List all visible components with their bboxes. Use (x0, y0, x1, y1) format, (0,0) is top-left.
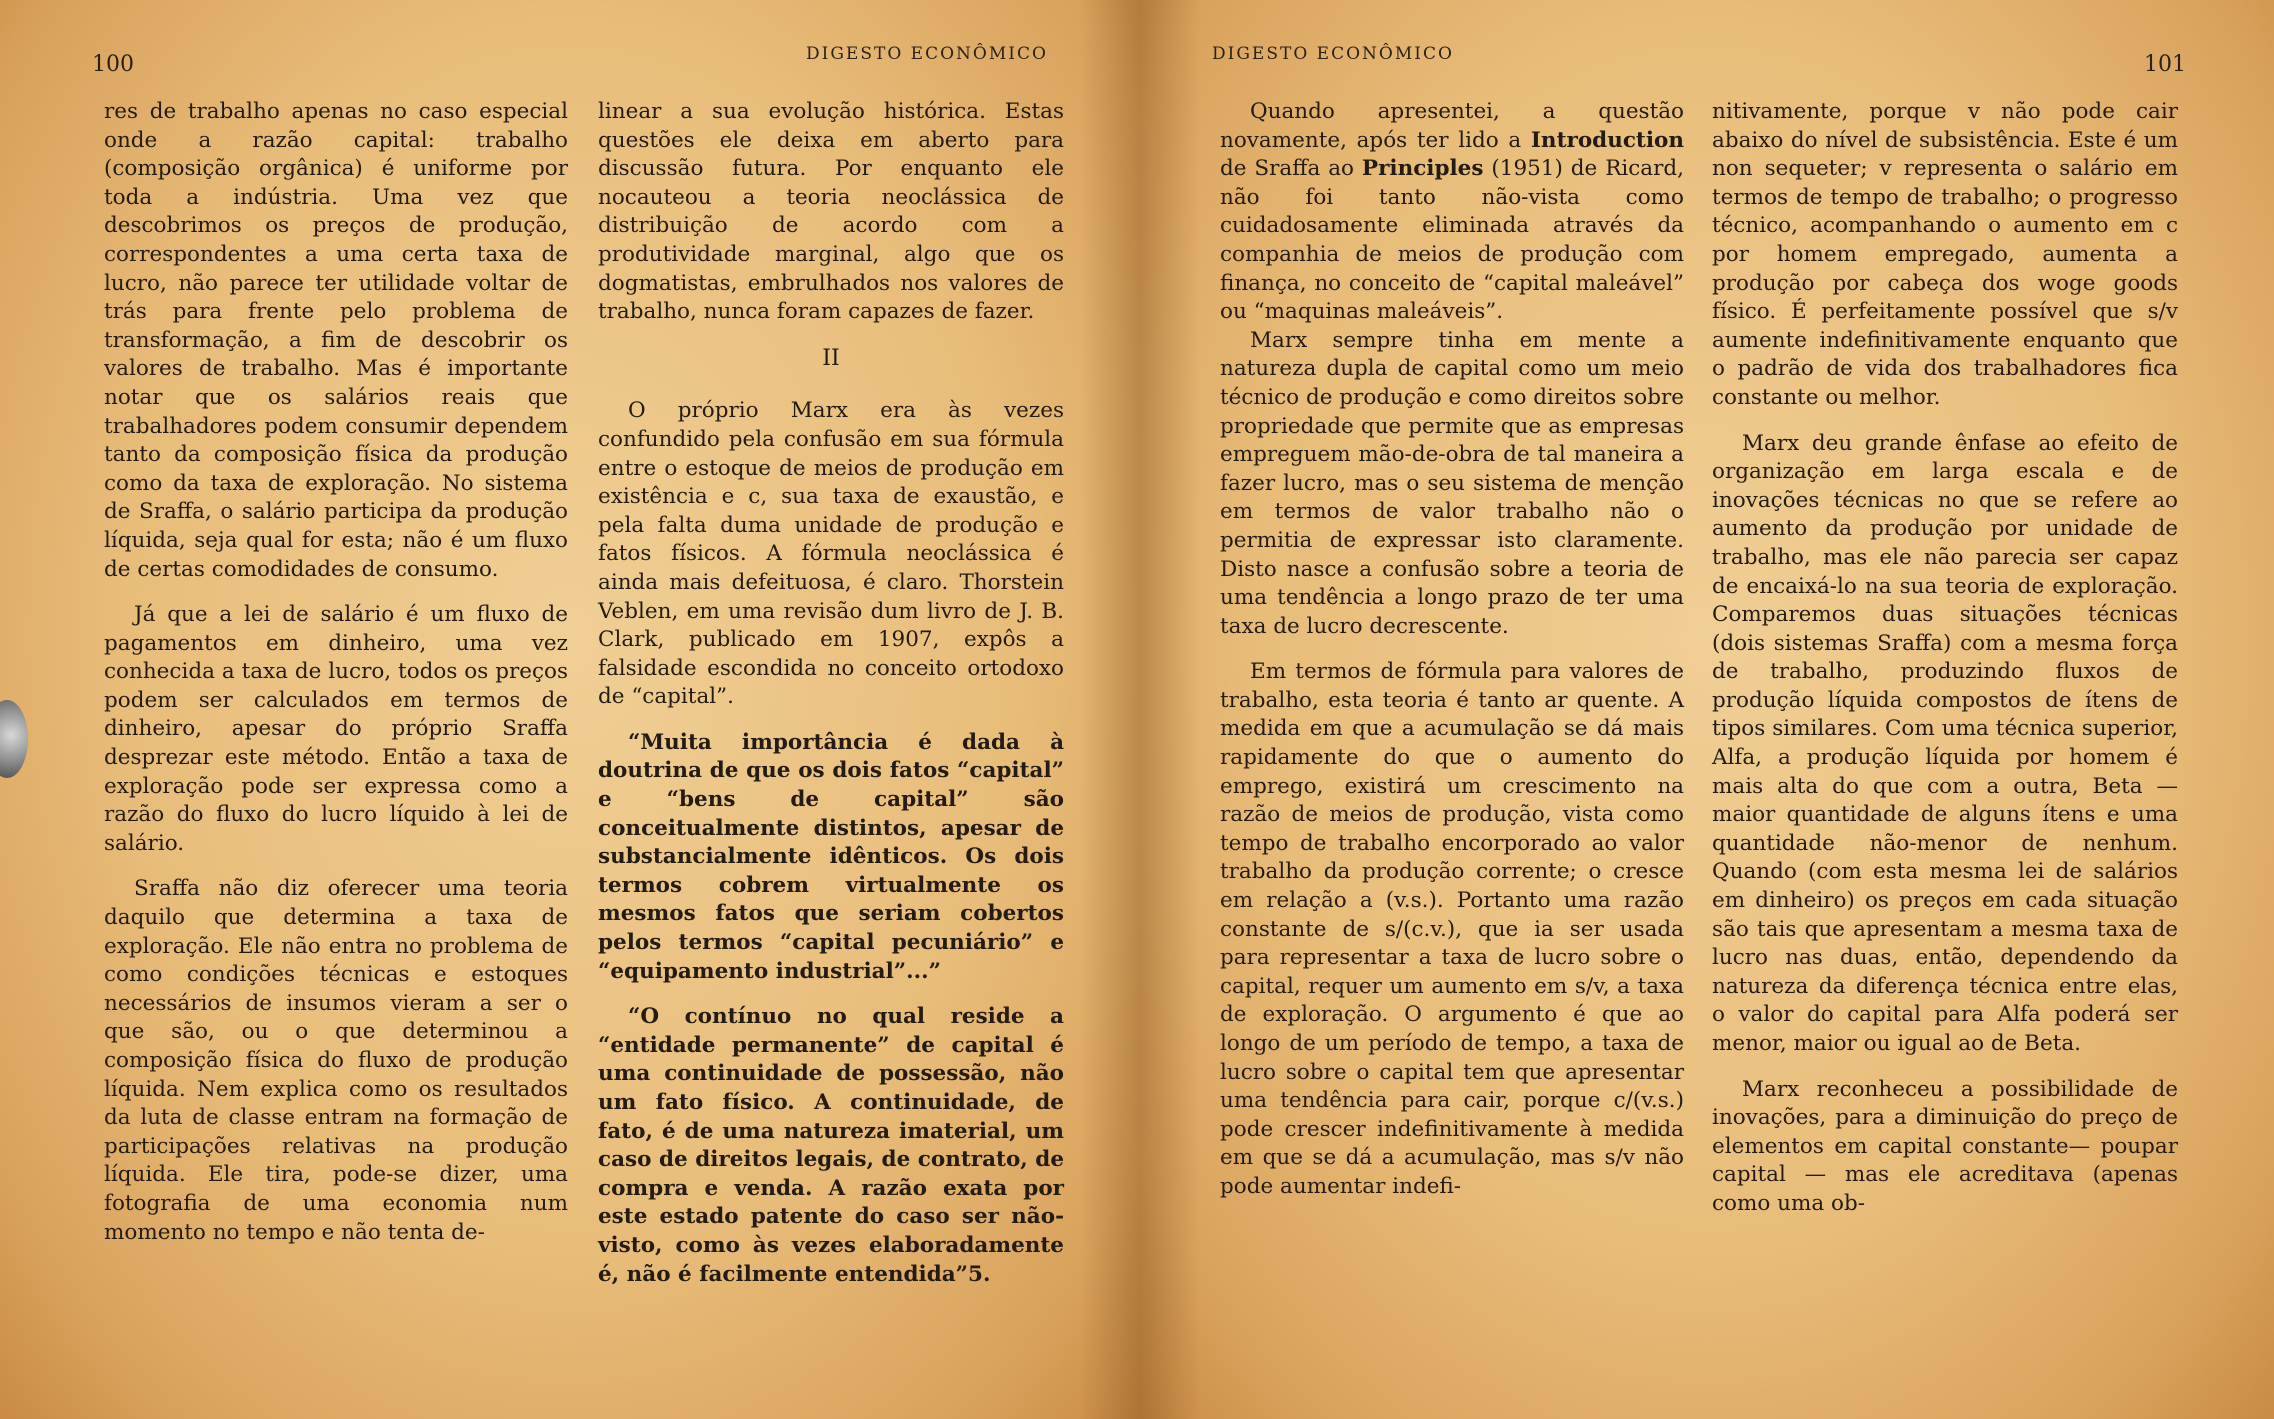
paragraph: Já que a lei de salário é um fluxo de pagamentos em dinheiro, uma vez conhecida a taxa de lucro, todos os preços podem ser calculados em termos de dinheiro, apesar do próprio Sraffa desprezar este método. Então a taxa de exploração pode ser expressa como a razão do fluxo do lucro líquido à lei de salário. (104, 602, 568, 856)
running-head-left: DIGESTO ECONÔMICO (806, 44, 1048, 64)
block-quote: “Muita importância é dada à doutrina de que os dois fatos “capital” e “bens de capital” são conceitualmente distintos, apesar de substancialmente idênticos. Os dois termos cobrem virtualmente os mesmos fatos que seriam cobertos pelos termos “capital pecuniário” e “equipamento industrial”...” (598, 729, 1064, 984)
text-run: de Sraffa ao (1220, 156, 1362, 182)
page-number-left: 100 (92, 52, 134, 77)
paragraph: Em termos de fórmula para valores de trabalho, esta teoria é tanto ar quente. A medida em que a acumulação se dá mais rapidamente do que o aumento do emprego, existirá um crescimento na razão de meios de produção, vista como tempo de trabalho encorporado ao valor trabalho da produção corrente; o cresce em relação a (v.s.). Portanto uma razão constante de s/(c.v.), que ia ser usada para representar a taxa de lucro sobre o capital, requer um aumento em s/v, a taxa de exploração. O argumento é que ao longo de um período de tempo, a taxa de lucro sobre o capital tem que apresentar uma tendência para cair, porque c/(v.s.) pode crescer indefinitivamente à medida em que se dá a acumulação, mas s/v não pode aumentar indefi- (1220, 659, 1684, 1199)
left-column-1 (104, 98, 568, 1247)
book-title: Introduction (1530, 127, 1684, 153)
paragraph: Marx reconheceu a possibilidade de inovações, para a diminuição do preço de elementos em capital constante— poupar capital — mas ele acreditava (apenas como uma ob- (1712, 1076, 2178, 1216)
right-column-2 (1712, 98, 2178, 1219)
text-run: Quando apresentei, a questão novamente, após ter lido a (1220, 99, 1684, 153)
section-heading: II (822, 345, 840, 371)
paragraph: Marx sempre tinha em mente a natureza dupla de capital como um meio técnico de produção e como direitos sobre propriedade que permite que as empresas empreguem mão-de-obra de tal maneira a fazer lucro, mas o seu sistema de menção em termos de valor trabalho não o permitia de expressar isto claramente. Disto nasce a confusão sobre a teoria de uma tendência a longo prazo de ter uma taxa de lucro decrescente. (1220, 327, 1684, 639)
right-column-1 (1220, 98, 1684, 1202)
right-page (1140, 0, 2274, 1419)
paragraph (1220, 98, 1684, 327)
paragraph: O próprio Marx era às vezes confundido pela confusão em sua fórmula entre o estoque de meios de produção em existência e c, sua taxa de exaustão, e pela falta duma unidade de produção e fatos físicos. A fórmula neoclássica é ainda mais defeituosa, é claro. Thorstein Veblen, em uma revisão dum livro de J. B. Clark, publicado em 1907, expôs a falsidade escondida no conceito ortodoxo de “capital”. (598, 398, 1064, 710)
paragraph: res de trabalho apenas no caso especial onde a razão capital: trabalho (composição orgânica) é uniforme por toda a indústria. Uma vez que descobrimos os preços de produção, correspondentes a uma certa taxa de lucro, não parece ter utilidade voltar de trás para frente pelo problema de transformação, a fim de descobrir os valores de trabalho. Mas é importante notar que os salários reais que trabalhadores podem consumir dependem tanto da composição física da produção como da taxa de exploração. No sistema de Sraffa, o salário participa da produção líquida, seja qual for esta; não é um fluxo de certas comodidades de consumo. (104, 99, 568, 582)
book-title: Principles (1361, 156, 1484, 182)
page-number-right: 101 (2144, 52, 2186, 77)
paragraph: Sraffa não diz oferecer uma teoria daquilo que determina a taxa de exploração. Ele não entra no problema de como condições técnicas e estoques necessários de insumos vieram a ser o que são, ou o que determinou a composição física do fluxo de produção líquida. Nem explica como os resultados da luta de classe entram na formação de participações relativas na produção líquida. Ele tira, pode-se dizer, uma fotografia de uma economia num momento no tempo e não tenta de- (104, 876, 568, 1245)
paragraph: linear a sua evolução histórica. Estas questões ele deixa em aberto para discussão futura. Por enquanto ele nocauteou a teoria neoclássica de distribuição de acordo com a produtividade marginal, algo que os dogmatistas, embrulhados nos valores de trabalho, nunca foram capazes de fazer. (598, 99, 1064, 325)
block-quote: “O contínuo no qual reside a “entidade permanente” de capital é uma continuidade de possessão, não um fato físico. A continuidade, de fato, é de uma natureza imaterial, um caso de direitos legais, de contrato, de compra e venda. A razão exata por este estado patente do caso ser não-visto, como às vezes elaboradamente é, não é facilmente entendida”5. (598, 1004, 1064, 1287)
text-run: (1951) de Ricard, não foi tanto não-vista como cuidadosamente eliminada através da companhia de meios de produção com finança, no conceito de “capital maleável” ou “maquinas maleáveis”. (1220, 156, 1684, 325)
running-head-right: DIGESTO ECONÔMICO (1212, 44, 1454, 64)
binder-clip-icon (0, 700, 28, 778)
paragraph: nitivamente, porque v não pode cair abaixo do nível de subsistência. Este é um non sequeter; v representa o salário em termos de tempo de trabalho; o progresso técnico, acompanhando o aumento em c por homem empregado, aumenta a produção por cabeça dos woge goods físico. É perfeitamente possível que s/v aumente indefinitivamente enquanto que o padrão de vida dos trabalhadores fica constante ou melhor. (1712, 99, 2178, 410)
paragraph: Marx deu grande ênfase ao efeito de organização em larga escala e de inovações técnicas no que se refere ao aumento da produção por unidade de trabalho, mas ele não parecia ser capaz de encaixá-lo na sua teoria de exploração. Comparemos duas situações técnicas (dois sistemas Sraffa) com a mesma força de trabalho, produzindo fluxos de produção líquida compostos de ítens de tipos similares. Com uma técnica superior, Alfa, a produção líquida por homem é mais alta do que com a outra, Beta — maior quantidade de alguns ítens e uma quantidade não-menor de nenhum. Quando (com esta mesma lei de salários em dinheiro) os preços em cada situação são tais que apresentam a mesma taxa de lucro nas duas, então, dependendo da natureza da diferença técnica entre elas, o valor do capital para Alfa poderá ser menor, maior ou igual ao de Beta. (1712, 430, 2178, 1056)
left-column-2 (598, 98, 1064, 1289)
